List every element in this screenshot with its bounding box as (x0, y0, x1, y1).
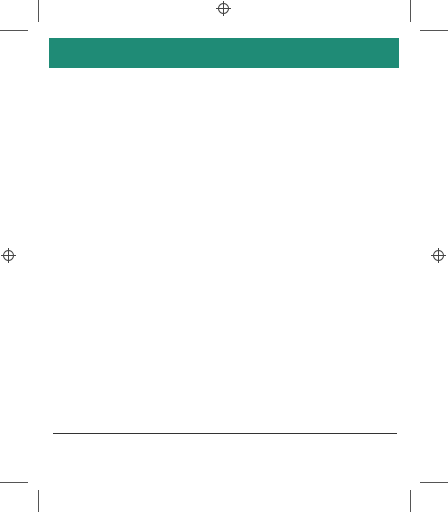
nomogram (40, 72, 410, 402)
crop-mark (38, 490, 39, 512)
registration-mark-icon (433, 250, 444, 261)
crop-mark (420, 482, 448, 483)
registration-mark-icon (3, 250, 14, 261)
registration-mark-icon (218, 3, 229, 14)
crop-mark (410, 0, 411, 22)
chart-title-banner (49, 38, 399, 68)
divider (53, 433, 397, 434)
crop-mark (410, 490, 411, 512)
crop-mark (0, 482, 28, 483)
crop-mark (38, 0, 39, 22)
crop-mark (0, 30, 28, 31)
crop-mark (420, 30, 448, 31)
